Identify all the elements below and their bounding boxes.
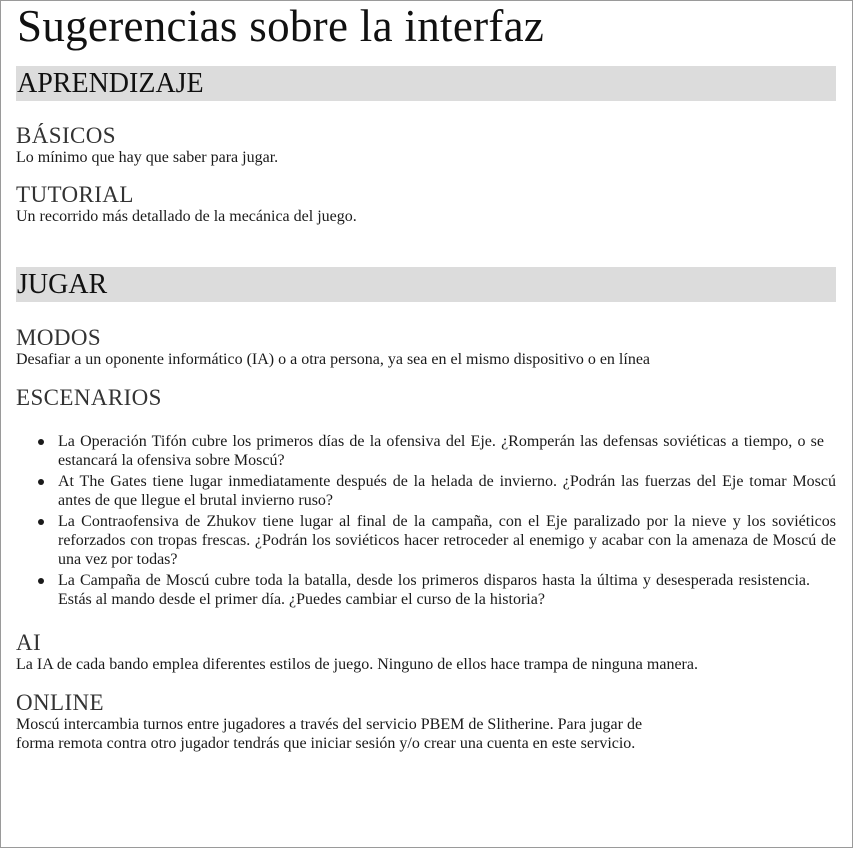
bullet-icon: [38, 439, 44, 445]
online-description-line-2: forma remota contra otro jugador tendrás que iniciar sesión y/o crear una cuenta en este servicio.: [16, 735, 636, 752]
subheading-tutorial: TUTORIAL: [16, 182, 134, 207]
subheading-modos: MODOS: [16, 325, 102, 350]
section-title-aprendizaje: APRENDIZAJE: [16, 66, 836, 101]
bullet-icon: [38, 479, 44, 485]
scenario-text: La Operación Tifón cubre los primeros días de la ofensiva del Eje. ¿Romperán las defensas soviéticas a tiempo, o se estancará la ofensiva sobre Moscú?: [58, 433, 824, 469]
subheading-escenarios: ESCENARIOS: [16, 385, 162, 410]
modos-description: Desafiar a un oponente informático (IA) o a otra persona, ya sea en el mismo dispositivo o en línea: [16, 351, 651, 368]
list-item: [58, 432, 824, 470]
scenario-text: La Contraofensiva de Zhukov tiene lugar al final de la campaña, con el Eje paralizado por la nieve y los soviéticos reforzados con tropas frescas. ¿Podrán los soviéticos hacer retroceder al enemigo y acabar con la amenaza de Moscú de una vez por todas?: [58, 513, 836, 568]
page-title: Sugerencias sobre la interfaz: [17, 1, 545, 51]
tutorial-description: Un recorrido más detallado de la mecánica del juego.: [16, 208, 357, 225]
subheading-online: ONLINE: [16, 690, 104, 715]
list-item: [58, 472, 836, 510]
online-description-line-1: Moscú intercambia turnos entre jugadores a través del servicio PBEM de Slitherine. Para jugar de: [16, 716, 643, 733]
ai-description: La IA de cada bando emplea diferentes estilos de juego. Ninguno de ellos hace trampa de ninguna manera.: [16, 656, 698, 673]
scenario-list: [16, 432, 836, 609]
scenario-text: At The Gates tiene lugar inmediatamente después de la helada de invierno. ¿Podrán las fuerzas del Eje tomar Moscú antes de que llegue el brutal invierno ruso?: [58, 473, 836, 509]
subheading-ai: AI: [16, 630, 42, 655]
bullet-icon: [38, 578, 44, 584]
bullet-icon: [38, 519, 44, 525]
list-item: [58, 512, 836, 569]
section-title-jugar: JUGAR: [16, 267, 836, 302]
interface-tips-page: [16, 0, 836, 753]
basicos-description: Lo mínimo que hay que saber para jugar.: [16, 149, 279, 166]
subheading-basicos: BÁSICOS: [16, 123, 116, 148]
scenario-text: La Campaña de Moscú cubre toda la batalla, desde los primeros disparos hasta la última y desesperada resistencia. Estás al mando desde el primer día. ¿Puedes cambiar el curso de la historia?: [58, 572, 810, 608]
list-item: [58, 571, 810, 609]
